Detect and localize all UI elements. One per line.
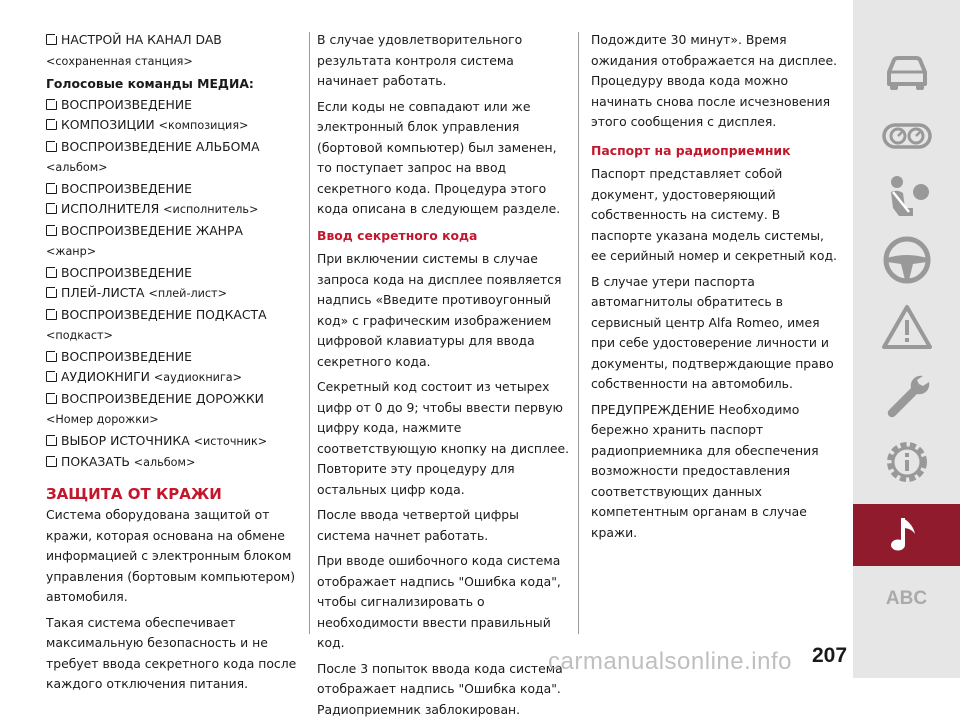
column-right <box>591 30 839 548</box>
command-argument: <аудиокнига> <box>153 371 243 384</box>
voice-command-line <box>46 305 304 326</box>
voice-command-line <box>46 199 304 221</box>
chapter-sidebar <box>853 0 960 678</box>
index-abc-label[interactable]: ABC <box>885 588 928 609</box>
voice-command-line <box>46 221 304 242</box>
column-middle <box>317 30 572 725</box>
middle-paragraph-7: После 3 попыток ввода кода система отображает надпись "Ошибка кода". Радиоприемник заблокирован. <box>317 660 563 717</box>
command-label: ВОСПРОИЗВЕДЕНИЕ <box>61 348 192 364</box>
theft-protection-heading: ЗАЩИТА ОТ КРАЖИ <box>46 484 222 503</box>
warning-paragraph: ПРЕДУПРЕЖДЕНИЕ Необходимо бережно хранить паспорт радиоприемника для обеспечения возможности предоставления соответствующих данных компетентным органам в случае кражи. <box>591 401 819 540</box>
checkbox-icon <box>46 141 57 152</box>
command-label: ВОСПРОИЗВЕДЕНИЕ АЛЬБОМА <box>61 138 260 154</box>
gear-info-icon[interactable] <box>879 434 935 490</box>
voice-command-line <box>46 452 304 474</box>
car-icon[interactable] <box>879 46 935 102</box>
column-left <box>46 30 304 700</box>
voice-command-line <box>46 325 304 347</box>
middle-paragraph-5: После ввода четвертой цифры система начнет работать. <box>317 507 519 543</box>
voice-command-line <box>46 389 304 410</box>
middle-paragraph-2: Если коды не совпадают или же электронный блок управления (бортовой компьютер) был заменен, то поступает запрос на ввод секретного кода. Процедура этого кода описана в следующем разделе. <box>317 98 561 216</box>
page-number: 207 <box>812 644 848 667</box>
checkbox-icon <box>46 119 57 130</box>
middle-paragraph-3: При включении системы в случае запроса кода на дисплее появляется надпись «Введите противоугонный код» с графическим изображением цифровой клавиатуры для ввода секретного кода. <box>317 251 562 369</box>
command-argument: <Номер дорожки> <box>46 413 159 426</box>
voice-command-line <box>46 263 304 284</box>
command-label: ВОСПРОИЗВЕДЕНИЕ ПОДКАСТА <box>61 306 267 322</box>
voice-command-line <box>46 30 304 51</box>
column-divider-1 <box>309 32 310 634</box>
command-label: ВОСПРОИЗВЕДЕНИЕ <box>61 96 192 112</box>
checkbox-icon <box>46 225 57 236</box>
checkbox-icon <box>46 456 57 467</box>
command-label: ВОСПРОИЗВЕДЕНИЕ ЖАНРА <box>61 222 243 238</box>
command-label: ВОСПРОИЗВЕДЕНИЕ <box>61 264 192 280</box>
right-paragraph-3: В случае утери паспорта автомагнитолы обратитесь в сервисный центр Alfa Romeo, имея при себе удостоверение личности и документы, подтверждающие право собственности на автомобиль. <box>591 273 834 391</box>
command-argument: <композиция> <box>158 119 249 132</box>
middle-paragraph-1: В случае удовлетворительного результата контроля система начинает работать. <box>317 32 523 88</box>
voice-command-line <box>46 115 304 137</box>
command-label: АУДИОКНИГИ <box>61 369 150 384</box>
voice-command-line <box>46 347 304 368</box>
checkbox-icon <box>46 351 57 362</box>
command-argument: <альбом> <box>133 456 196 469</box>
column-divider-2 <box>578 32 579 634</box>
checkbox-icon <box>46 183 57 194</box>
command-label: ВОСПРОИЗВЕДЕНИЕ ДОРОЖКИ <box>61 390 264 406</box>
voice-command-line <box>46 95 304 116</box>
voice-command-line <box>46 283 304 305</box>
command-label: ПЛЕЙ-ЛИСТА <box>61 285 145 300</box>
voice-command-line <box>46 137 304 158</box>
middle-paragraph-4: Секретный код состоит из четырех цифр от 0 до 9; чтобы ввести первую цифру кода, нажмите соответствующую кнопку на дисплее. Повторите эту процедуру для остальных цифр кода. <box>317 379 570 497</box>
code-entry-heading: Ввод секретного кода <box>317 227 478 243</box>
voice-command-line <box>46 157 304 179</box>
command-argument: <подкаст> <box>46 329 113 342</box>
seatbelt-airbag-icon[interactable] <box>879 170 935 226</box>
voice-command-line <box>46 367 304 389</box>
command-label: ВОСПРОИЗВЕДЕНИЕ <box>61 180 192 196</box>
voice-media-heading: Голосовые команды МЕДИА: <box>46 76 254 91</box>
checkbox-icon <box>46 267 57 278</box>
checkbox-icon <box>46 309 57 320</box>
right-paragraph-1: Подождите 30 минут». Время ожидания отображается на дисплее. Процедуру ввода кода можно начинать снова после исчезновения этого сообщения с дисплея. <box>591 32 838 129</box>
command-argument: <сохраненная станция> <box>46 54 193 68</box>
command-argument: <плей-лист> <box>148 287 227 300</box>
command-list-media <box>46 95 304 474</box>
voice-command-line <box>46 241 304 263</box>
command-argument: <источник> <box>193 434 268 448</box>
command-argument: <исполнитель> <box>163 203 259 216</box>
right-paragraph-2: Паспорт представляет собой документ, удостоверяющий собственность на систему. В паспорте указана модель системы, ее серийный номер и секретный код. <box>591 166 837 263</box>
command-label: НАСТРОЙ НА КАНАЛ DAB <box>61 32 222 47</box>
command-argument: <жанр> <box>46 245 97 258</box>
command-label: ВЫБОР ИСТОЧНИКА <box>61 432 190 448</box>
checkbox-icon <box>46 287 57 298</box>
checkbox-icon <box>46 393 57 404</box>
command-label: КОМПОЗИЦИИ <box>61 117 155 132</box>
theft-paragraph-2: Такая система обеспечивает максимальную безопасность и не требует ввода секретного кода после каждого отключения питания. <box>46 614 297 691</box>
checkbox-icon <box>46 99 57 110</box>
command-label: ПОКАЗАТЬ <box>61 454 130 469</box>
voice-command-line <box>46 409 304 431</box>
warning-triangle-icon[interactable] <box>879 300 935 356</box>
checkbox-icon <box>46 34 57 45</box>
steering-wheel-icon[interactable] <box>879 232 935 288</box>
middle-paragraph-6: При вводе ошибочного кода система отображает надпись "Ошибка кода", чтобы сигнализировать о необходимости ввести правильный код. <box>317 553 561 650</box>
radio-passport-heading: Паспорт на радиоприемник <box>591 142 791 158</box>
watermark: carmanualsonline.info <box>548 648 792 675</box>
checkbox-icon <box>46 203 57 214</box>
voice-command-line <box>46 51 304 73</box>
wrench-icon[interactable] <box>879 368 935 424</box>
checkbox-icon <box>46 371 57 382</box>
command-label: ИСПОЛНИТЕЛЯ <box>61 201 160 216</box>
music-note-icon[interactable] <box>879 506 935 562</box>
gauges-icon[interactable] <box>879 108 935 164</box>
voice-command-line <box>46 431 304 453</box>
theft-paragraph-1: Система оборудована защитой от кражи, которая основана на обмене информацией с электронным блоком управления (бортовым компьютером) автомобиля. <box>46 507 296 604</box>
voice-command-line <box>46 179 304 200</box>
command-argument: <альбом> <box>46 161 108 174</box>
command-list-radio <box>46 30 304 72</box>
checkbox-icon <box>46 435 57 446</box>
